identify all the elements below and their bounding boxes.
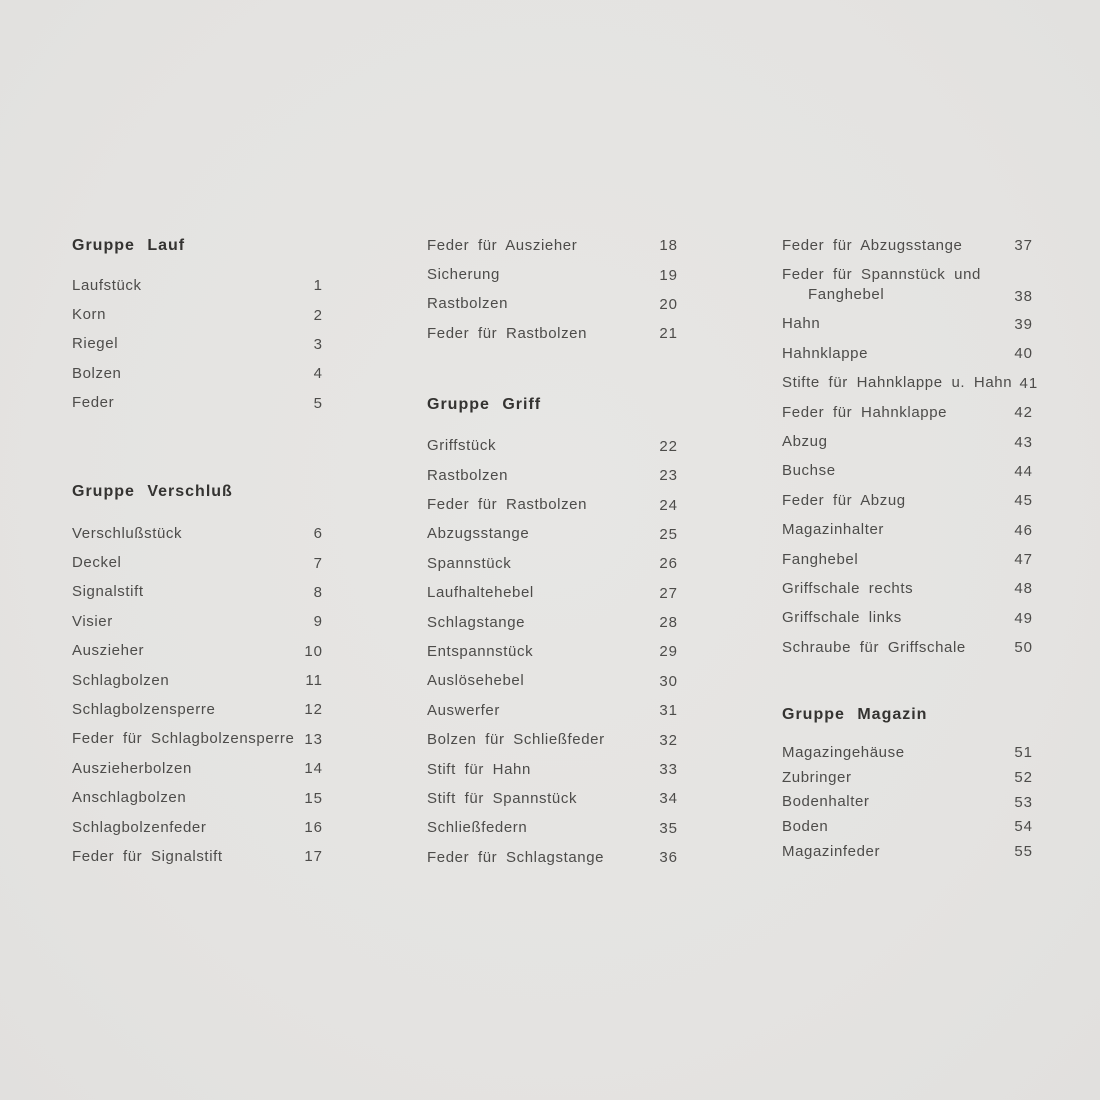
part-name [72, 524, 182, 544]
part-name-line1: Zubringer [782, 768, 852, 786]
part-name-line1: Korn [72, 306, 107, 324]
parts-section [427, 394, 678, 873]
parts-list-row [427, 231, 678, 260]
parts-section [72, 481, 323, 872]
parts-list-row [72, 330, 323, 359]
part-name [72, 759, 192, 779]
part-number: 45 [1014, 492, 1033, 510]
part-name-line2: Fanghebel [808, 285, 885, 303]
parts-list-row [427, 260, 678, 289]
parts-rows [72, 519, 323, 872]
parts-list-row [72, 783, 323, 812]
part-name-line1: Schlagstange [427, 613, 526, 631]
parts-rows [427, 432, 678, 873]
part-number: 33 [659, 761, 678, 779]
part-number: 1 [313, 277, 323, 295]
part-name [427, 848, 604, 868]
part-name-line1: Auswerfer [427, 701, 500, 719]
part-name [427, 818, 527, 838]
part-number: 10 [304, 642, 323, 660]
part-name-line1: Feder für Schlagstange [427, 848, 605, 866]
part-name [782, 768, 852, 788]
part-name-line1: Sicherung [427, 266, 500, 284]
part-name [782, 373, 1012, 393]
part-name-line1: Magazinfeder [782, 842, 881, 860]
parts-list-row [72, 754, 323, 783]
parts-list-row [427, 843, 678, 872]
group-heading: Gruppe Lauf [72, 237, 186, 254]
part-name [72, 305, 106, 325]
part-name [782, 344, 868, 364]
part-name-line1: Laufhaltehebel [427, 584, 534, 602]
part-name [782, 491, 906, 511]
parts-list-row [72, 695, 323, 724]
part-name-line1: Bolzen [72, 364, 122, 382]
part-name-line1: Deckel [72, 554, 122, 572]
part-name-line1: Feder für Hahnklappe [782, 403, 948, 421]
part-name [782, 550, 858, 570]
parts-list-row [72, 637, 323, 666]
part-name-line1: Feder für Spannstück und [782, 265, 982, 283]
part-name-line1: Buchse [782, 462, 836, 480]
part-name-line1: Feder für Abzugsstange [782, 236, 963, 254]
part-number: 44 [1014, 462, 1033, 480]
part-name [427, 642, 533, 662]
parts-rows [782, 740, 1033, 863]
part-number: 3 [313, 335, 323, 353]
part-number: 50 [1014, 639, 1033, 657]
part-number: 53 [1014, 793, 1033, 811]
part-number: 52 [1014, 769, 1033, 786]
parts-list-row [72, 813, 323, 842]
part-number: 27 [659, 584, 678, 602]
parts-rows [72, 271, 323, 418]
part-number: 6 [313, 525, 323, 543]
group-heading: Gruppe Griff [427, 395, 542, 413]
parts-list-row [782, 740, 1033, 765]
part-number: 24 [659, 496, 678, 514]
parts-list-row [782, 457, 1033, 486]
parts-list-row [427, 725, 678, 754]
parts-list-row [72, 725, 323, 754]
part-name [782, 608, 902, 628]
part-name-line1: Verschlußstück [72, 524, 183, 542]
part-name-line1: Spannstück [427, 554, 512, 572]
parts-list-row [72, 578, 323, 607]
parts-rows [427, 231, 678, 349]
part-number: 9 [313, 613, 323, 631]
part-name-line1: Auslösehebel [427, 672, 525, 690]
part-name [72, 788, 186, 808]
part-name-line1: Entspannstück [427, 642, 534, 660]
part-name [782, 842, 880, 862]
part-number: 30 [659, 672, 678, 690]
part-number: 55 [1014, 843, 1033, 861]
part-name [427, 671, 524, 691]
part-name [427, 730, 605, 750]
part-name [782, 432, 828, 452]
parts-list-row [427, 579, 678, 608]
part-number: 12 [304, 701, 323, 719]
parts-list-row [427, 608, 678, 637]
parts-list-row [782, 398, 1033, 427]
part-name-line1: Schraube für Griffschale [782, 638, 966, 656]
part-name [782, 236, 962, 256]
part-name [72, 582, 144, 602]
parts-section [427, 231, 678, 349]
part-number: 4 [313, 365, 323, 383]
part-name-line1: Bodenhalter [782, 793, 870, 811]
parts-list-row [782, 231, 1033, 260]
parts-list-row [72, 300, 323, 329]
parts-column-3 [782, 230, 1039, 864]
parts-list-row [427, 667, 678, 696]
parts-list-row [72, 607, 323, 636]
parts-list-row [782, 339, 1033, 368]
part-number: 7 [313, 554, 323, 572]
parts-list-row [427, 432, 678, 461]
part-number: 51 [1014, 744, 1033, 762]
parts-list-row [427, 637, 678, 666]
group-heading: Gruppe Verschluß [72, 482, 233, 500]
part-name [782, 265, 981, 305]
parts-list-row [782, 574, 1033, 603]
part-number: 22 [659, 437, 678, 455]
part-name [72, 847, 223, 867]
parts-list-row [782, 545, 1033, 574]
part-name [72, 393, 114, 413]
part-name-line1: Bolzen für Schließfeder [427, 731, 605, 749]
part-number: 15 [304, 789, 323, 807]
part-name-line1: Boden [782, 817, 829, 835]
part-number: 19 [659, 266, 678, 284]
part-name-line1: Abzug [782, 433, 828, 451]
parts-list-row [782, 516, 1033, 545]
part-name-line1: Hahnklappe [782, 344, 869, 362]
part-name [72, 641, 144, 661]
parts-list-row [72, 519, 323, 548]
parts-list-row [427, 319, 678, 348]
part-number: 38 [1014, 287, 1033, 305]
part-name [427, 324, 587, 344]
part-number: 34 [659, 790, 678, 808]
part-name-line1: Riegel [72, 335, 119, 353]
part-name [427, 583, 534, 603]
part-name [427, 524, 529, 544]
part-number: 11 [305, 672, 323, 690]
part-name [427, 701, 500, 721]
part-name [72, 276, 142, 296]
parts-list-row [72, 548, 323, 577]
part-name-line1: Feder für Rastbolzen [427, 496, 588, 514]
part-number: 42 [1014, 404, 1033, 422]
part-number: 35 [659, 819, 678, 837]
part-name-line1: Feder [72, 394, 115, 412]
part-name [427, 613, 525, 633]
part-name-line1: Feder für Schlagbolzensperre [72, 730, 295, 748]
parts-list-row [782, 427, 1033, 456]
parts-list-row [427, 814, 678, 843]
part-name [782, 817, 828, 837]
parts-list-row [427, 520, 678, 549]
part-name-line1: Feder für Rastbolzen [427, 324, 588, 342]
part-number: 29 [659, 643, 678, 661]
part-name [782, 403, 947, 423]
part-name-line1: Hahn [782, 315, 821, 333]
group-heading: Gruppe Magazin [782, 706, 928, 724]
part-name [782, 792, 870, 812]
part-name [782, 579, 913, 599]
part-name-line1: Stift für Spannstück [427, 789, 578, 807]
parts-list-row [782, 839, 1033, 864]
parts-column-2 [427, 230, 678, 872]
part-name [72, 364, 121, 384]
parts-list-row [427, 290, 678, 319]
part-name-line1: Fanghebel [782, 550, 859, 568]
parts-list-row [427, 549, 678, 578]
part-name [427, 760, 531, 780]
part-number: 36 [659, 849, 678, 867]
part-name-line1: Rastbolzen [427, 466, 509, 484]
part-number: 46 [1014, 521, 1033, 539]
parts-list-row [427, 696, 678, 725]
part-name-line1: Auszieherbolzen [72, 759, 192, 777]
part-name-line1: Griffschale rechts [782, 579, 914, 597]
part-name-line1: Schließfedern [427, 819, 528, 837]
parts-column-1 [72, 230, 323, 872]
part-number: 49 [1014, 609, 1033, 627]
part-name [782, 743, 905, 763]
parts-list-row [782, 815, 1033, 840]
part-number: 48 [1014, 580, 1033, 598]
parts-list-row [782, 633, 1033, 662]
parts-list-row [72, 389, 323, 418]
part-number: 13 [304, 730, 323, 748]
parts-list-row [782, 604, 1033, 633]
part-name-line1: Visier [72, 612, 113, 630]
part-number: 31 [659, 702, 678, 720]
part-number: 14 [304, 760, 323, 778]
part-name [427, 466, 508, 486]
part-number: 2 [313, 306, 323, 324]
part-number: 41 [1019, 374, 1039, 392]
part-name-line1: Feder für Auszieher [427, 236, 578, 254]
part-name-line1: Schlagbolzenfeder [72, 818, 207, 836]
part-name [782, 638, 966, 658]
part-number: 17 [304, 848, 323, 866]
part-name [72, 612, 113, 632]
part-name [72, 671, 169, 691]
part-name [427, 265, 500, 285]
part-name-line1: Laufstück [72, 276, 142, 294]
part-number: 5 [313, 394, 323, 412]
part-name-line1: Anschlagbolzen [72, 789, 187, 807]
parts-list-row [72, 271, 323, 300]
part-number: 39 [1014, 315, 1033, 333]
part-name [782, 461, 836, 481]
part-name [427, 236, 577, 256]
part-name [72, 818, 206, 838]
part-number: 32 [659, 731, 678, 749]
parts-list-row [782, 310, 1033, 339]
part-number: 40 [1014, 345, 1033, 363]
part-name-line1: Griffschale links [782, 609, 902, 627]
part-name-line1: Magazingehäuse [782, 743, 905, 761]
part-name-line1: Feder für Signalstift [72, 847, 223, 865]
part-name-line1: Griffstück [427, 437, 497, 455]
part-number: 20 [659, 295, 678, 313]
part-number: 43 [1014, 433, 1033, 451]
part-number: 28 [659, 614, 678, 632]
part-number: 16 [304, 819, 323, 837]
part-name-line1: Schlagbolzensperre [72, 700, 216, 718]
parts-list-row [72, 359, 323, 388]
part-number: 25 [659, 525, 678, 543]
parts-list-row [782, 765, 1033, 790]
part-name-line1: Auszieher [72, 642, 145, 660]
part-name [427, 554, 511, 574]
parts-section [782, 704, 1033, 863]
part-name-line1: Abzugsstange [427, 525, 530, 543]
part-number: 37 [1014, 237, 1033, 255]
parts-list-row [427, 461, 678, 490]
part-number: 47 [1014, 551, 1033, 569]
part-number: 23 [659, 467, 678, 485]
part-number: 21 [659, 325, 678, 343]
part-name [72, 553, 121, 573]
parts-list-row [72, 842, 323, 871]
part-name-line1: Signalstift [72, 583, 144, 601]
part-name [782, 520, 884, 540]
parts-list-row [427, 490, 678, 519]
part-name-line1: Feder für Abzug [782, 491, 906, 509]
parts-rows [782, 231, 1039, 662]
part-name [72, 729, 294, 749]
parts-list-row [782, 260, 1033, 309]
part-name [782, 314, 820, 334]
part-name [72, 334, 118, 354]
part-name-line1: Stifte für Hahnklappe u. Hahn [782, 374, 1013, 392]
part-number: 18 [659, 237, 678, 255]
part-name [427, 495, 587, 515]
part-name-line1: Magazinhalter [782, 521, 885, 539]
part-name-line1: Rastbolzen [427, 295, 509, 313]
part-name-line1: Schlagbolzen [72, 671, 170, 689]
parts-list-row [427, 784, 678, 813]
part-number: 54 [1014, 818, 1033, 836]
part-number: 26 [659, 555, 678, 573]
parts-section [782, 231, 1039, 662]
parts-list-row [72, 666, 323, 695]
part-name [427, 436, 496, 456]
part-name [427, 294, 508, 314]
part-name [72, 700, 215, 720]
part-name [427, 789, 577, 809]
parts-list-row [782, 369, 1039, 398]
parts-list-row [427, 755, 678, 784]
parts-list-row [782, 790, 1033, 815]
part-name-line1: Stift für Hahn [427, 760, 531, 778]
part-number: 8 [313, 583, 323, 601]
parts-section [72, 235, 323, 418]
parts-list-row [782, 486, 1033, 515]
